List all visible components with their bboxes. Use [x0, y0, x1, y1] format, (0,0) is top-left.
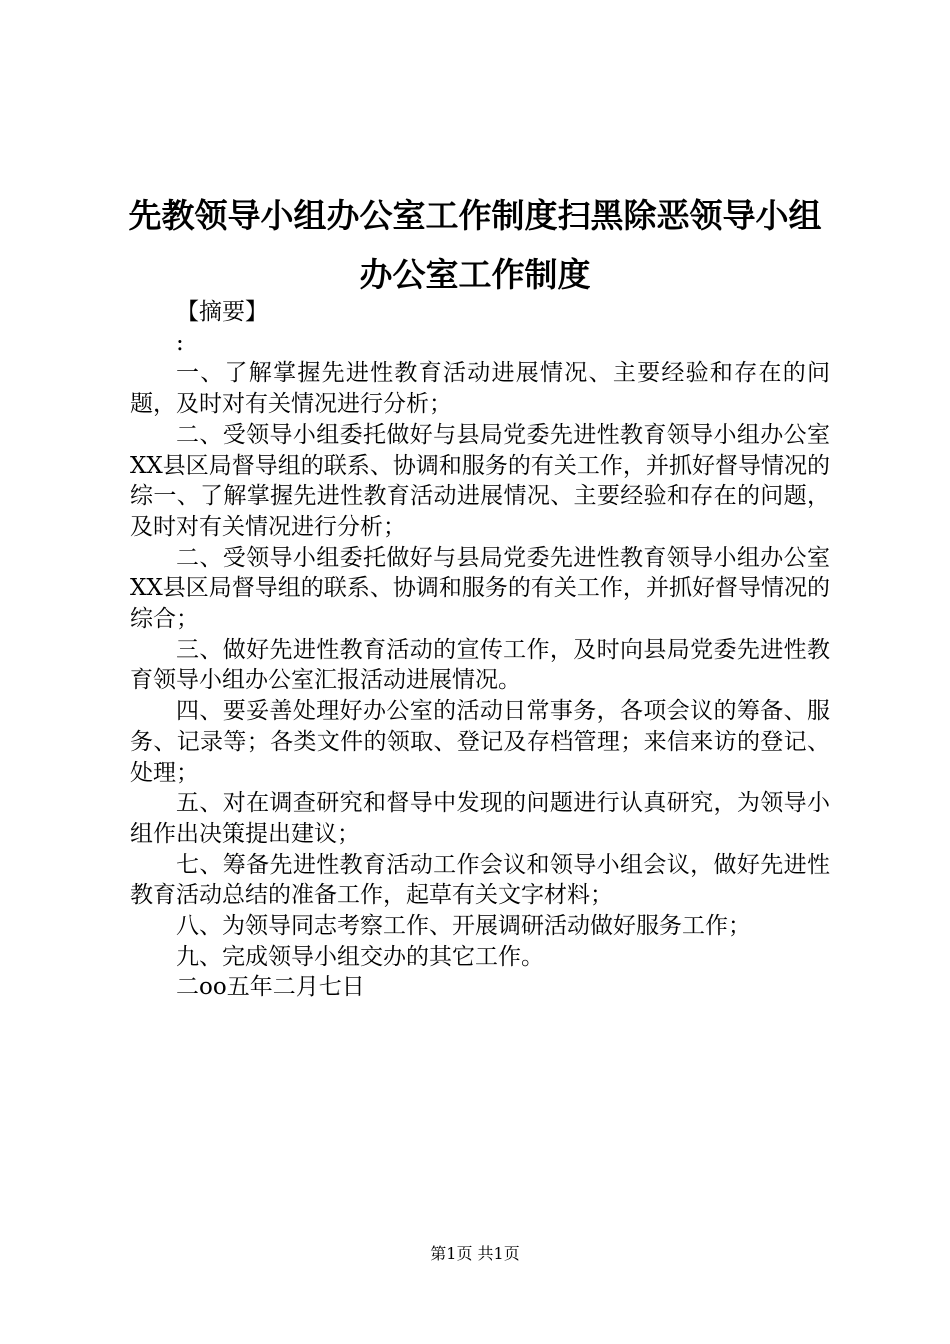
paragraph: 九、完成领导小组交办的其它工作。 — [176, 943, 544, 970]
document-date: 二oo五年二月七日 — [176, 974, 365, 1001]
paragraph: 二、受领导小组委托做好与县局党委先进性教育领导小组办公室XX县区局督导组的联系、协调和服务的有关工作，并抓好督导情况的综一、了解掌握先进性教育活动进展情况、主要经验和存在的问题，及时对有关情况进行分析； — [130, 421, 830, 540]
abstract-label: 【摘要】 — [176, 299, 268, 325]
paragraph: 一、了解掌握先进性教育活动进展情况、主要经验和存在的问题，及时对有关情况进行分析； — [130, 360, 830, 418]
paragraph: 五、对在调查研究和督导中发现的问题进行认真研究，为领导小组作出决策提出建议； — [130, 790, 830, 847]
paragraph: 三、做好先进性教育活动的宣传工作，及时向县局党委先进性教育领导小组办公室汇报活动进展情况。 — [130, 636, 830, 694]
page-number-footer: 第1页 共1页 — [430, 1244, 520, 1263]
paragraph: 四、要妥善处理好办公室的活动日常事务，各项会议的筹备、服务、记录等；各类文件的领取、登记及存档管理；来信来访的登记、处理； — [130, 698, 830, 786]
paragraph: 二、受领导小组委托做好与县局党委先进性教育领导小组办公室XX县区局督导组的联系、协调和服务的有关工作，并抓好督导情况的综合； — [130, 544, 830, 633]
paragraph: : — [176, 329, 184, 356]
document-title: 先教领导小组办公室工作制度扫黑除恶领导小组办公室工作制度 — [128, 196, 822, 294]
paragraph: 八、为领导同志考察工作、开展调研活动做好服务工作； — [176, 913, 751, 940]
document-body — [130, 297, 830, 1003]
paragraph: 七、筹备先进性教育活动工作会议和领导小组会议，做好先进性教育活动总结的准备工作，起草有关文字材料； — [130, 851, 830, 909]
